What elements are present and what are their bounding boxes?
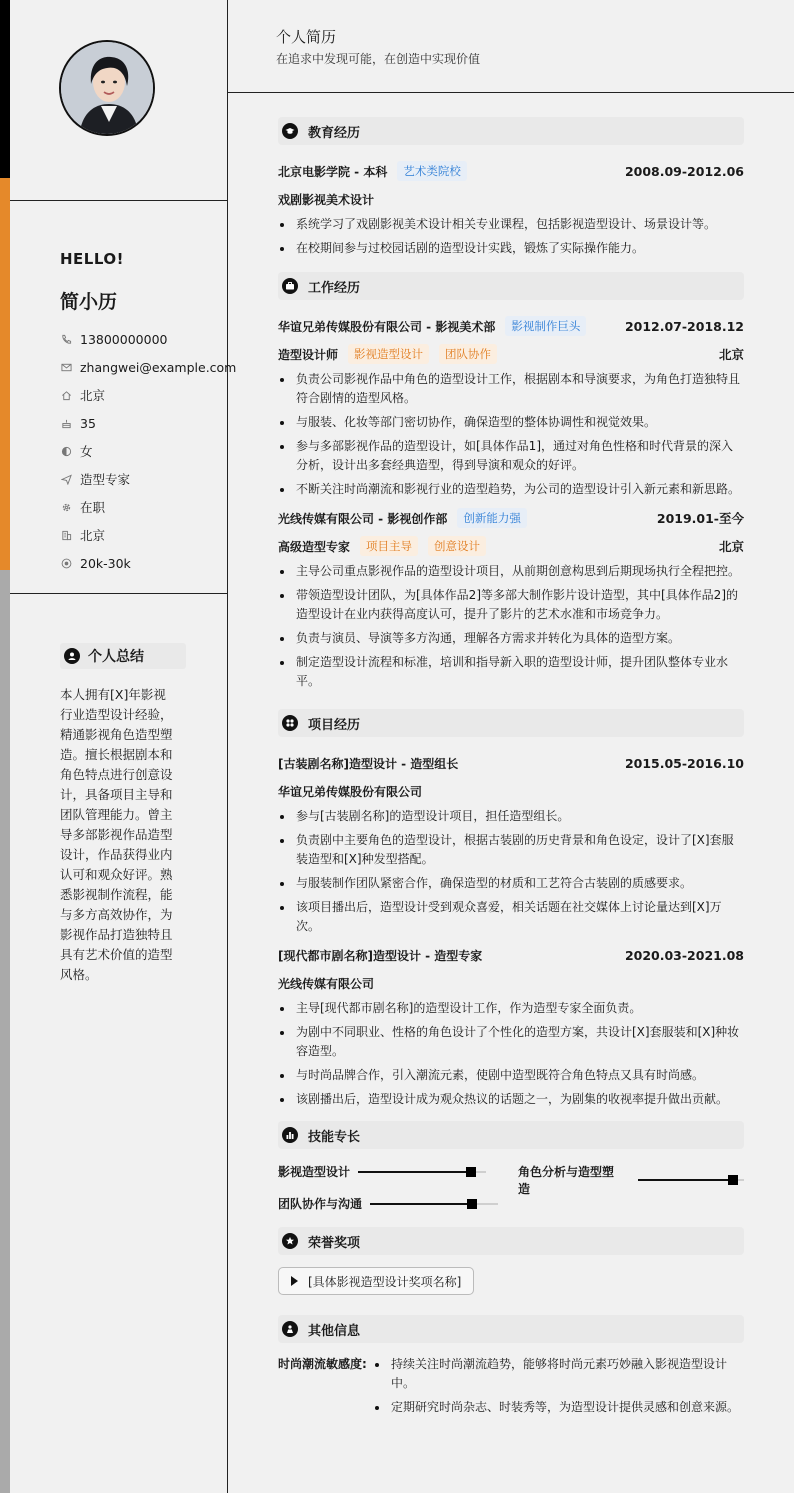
- list-item: 系统学习了戏剧影视美术设计相关专业课程，包括影视造型设计、场景设计等。: [278, 215, 744, 234]
- skill-item: 影视造型设计: [278, 1163, 486, 1180]
- skill-knob: [728, 1175, 738, 1185]
- info-email: zhangwei@example.com: [60, 353, 236, 381]
- skill-bar: [370, 1203, 498, 1205]
- list-item: 与时尚品牌合作，引入潮流元素，使剧中造型既符合角色特点又具有时尚感。: [278, 1066, 744, 1085]
- skill-bar: [358, 1171, 486, 1173]
- skill-knob: [466, 1167, 476, 1177]
- page-title: 个人简历: [276, 28, 337, 46]
- summary-heading: 个人总结: [60, 643, 186, 669]
- divider: [10, 200, 228, 201]
- home-icon: [60, 389, 72, 401]
- info-position: 造型专家: [60, 465, 236, 493]
- info-salary: 20k-30k: [60, 549, 236, 577]
- send-icon: [60, 473, 72, 485]
- section-heading: 项目经历: [278, 709, 744, 737]
- list-item: 带领造型设计团队，为[具体作品2]等多部大制作影片设计造型，其中[具体作品2]的造型设计在业内获得高度认可，提升了影片的艺术水准和市场竞争力。: [278, 586, 744, 624]
- school-tag: 艺术类院校: [397, 161, 467, 181]
- bar-chart-icon: [282, 1127, 298, 1143]
- list-item: 该剧播出后，造型设计成为观众热议的话题之一，为剧集的收视率提升做出贡献。: [278, 1090, 744, 1109]
- skill-bar: [638, 1179, 744, 1181]
- briefcase-icon: [282, 278, 298, 294]
- skill-fill: [358, 1171, 471, 1173]
- divider: [10, 593, 228, 594]
- education-date: 2008.09-2012.06: [624, 163, 744, 179]
- phone-icon: [60, 333, 72, 345]
- gear-icon: [60, 501, 72, 513]
- divider: [228, 92, 794, 93]
- info-status: 在职: [60, 493, 236, 521]
- job-entry: 光线传媒有限公司 - 影视创作部 创新能力强 2019.01-至今 高级造型专家 项目主导 创意设计 北京 主导公司重点影视作品的造型设计项目，从前期创意构思到后期现场执行全程把控。 带领造型设计团队，为[具体作品2]等多部大制作影片设计造型，其中[具体作品2]的造型设计在业内获得高度认可，提升了影片的艺术水准和市场竞争力。 负责与演员、导演等多方沟通，理解各方需求并转化为具体的造型方案。 制定造型设计流程和标准，培训和指导新入职的造型设计师，提升团队整体专业水平。: [278, 504, 744, 691]
- main-content: [228, 0, 794, 1493]
- list-item: 持续关注时尚潮流趋势，能够将时尚元素巧妙融入影视造型设计中。: [373, 1355, 744, 1393]
- section-heading: 工作经历: [278, 272, 744, 300]
- job-entry: 华谊兄弟传媒股份有限公司 - 影视美术部 影视制作巨头 2012.07-2018.12 造型设计师 影视造型设计 团队协作 北京 负责公司影视作品中角色的造型设计工作，根据剧本和导演要求，为角色打造独特且符合剧情的造型风格。 与服装、化妆等部门密切协作，确保造型的整体协调性和视觉效果。 参与多部影视作品的造型设计，如[具体作品1]，通过对角色性格和时代背景的深入分析，设计出多套经典造型，得到导演和观众的好评。 不断关注时尚潮流和影视行业的造型趋势，为公司的造型设计引入新元素和新思路。: [278, 312, 744, 499]
- color-stripe: [0, 0, 10, 1493]
- education-section: [278, 117, 744, 258]
- project-entry: [现代都市剧名称]造型设计 - 造型专家 2020.03-2021.08 光线传媒有限公司 主导[现代都市剧名称]的造型设计工作，作为造型专家全面负责。 为剧中不同职业、性格的角色设计了个性化的造型方案，共设计[X]套服装和[X]种妆容造型。 与时尚品牌合作，引入潮流元素，使剧中造型既符合角色特点又具有时尚感。 该剧播出后，造型设计成为观众热议的话题之一，为剧集的收视率提升做出贡献。: [278, 941, 744, 1109]
- caret-right-icon: [291, 1276, 298, 1286]
- section-heading: 教育经历: [278, 117, 744, 145]
- list-item: 不断关注时尚潮流和影视行业的造型趋势，为公司的造型设计引入新元素和新思路。: [278, 480, 744, 499]
- list-item: 负责与演员、导演等多方沟通，理解各方需求并转化为具体的造型方案。: [278, 629, 744, 648]
- section-heading: 技能专长: [278, 1121, 744, 1149]
- education-bullets: [278, 215, 744, 258]
- list-item: 为剧中不同职业、性格的角色设计了个性化的造型方案，共设计[X]套服装和[X]种妆容造型。: [278, 1023, 744, 1061]
- list-item: 负责公司影视作品中角色的造型设计工作，根据剧本和导演要求，为角色打造独特且符合剧情的造型风格。: [278, 370, 744, 408]
- avatar: [59, 40, 155, 136]
- gender-icon: [60, 445, 72, 457]
- cake-icon: [60, 417, 72, 429]
- user-icon: [64, 648, 80, 664]
- list-item: 参与[古装剧名称]的造型设计项目，担任造型组长。: [278, 807, 744, 826]
- info-age: 35: [60, 409, 236, 437]
- section-heading: 其他信息: [278, 1315, 744, 1343]
- trophy-icon: [282, 1233, 298, 1249]
- skill-item: 角色分析与造型塑造: [518, 1163, 744, 1197]
- info-city: 北京: [60, 521, 236, 549]
- award-item-toggle[interactable]: [具体影视造型设计奖项名称]: [278, 1267, 474, 1295]
- list-item: 主导[现代都市剧名称]的造型设计工作，作为造型专家全面负责。: [278, 999, 744, 1018]
- info-gender: 女: [60, 437, 236, 465]
- info-location: 北京: [60, 381, 236, 409]
- section-heading: 荣誉奖项: [278, 1227, 744, 1255]
- work-section: [278, 272, 744, 691]
- contact-info-list: [60, 325, 236, 577]
- skill-fill: [638, 1179, 733, 1181]
- project-entry: [古装剧名称]造型设计 - 造型组长 2015.05-2016.10 华谊兄弟传媒股份有限公司 参与[古装剧名称]的造型设计项目，担任造型组长。 负责剧中主要角色的造型设计，根据古装剧的历史背景和角色设定，设计了[X]套服装造型和[X]种发型搭配。 与服装制作团队紧密合作，确保造型的材质和工艺符合古装剧的质感要求。 该项目播出后，造型设计受到观众喜爱，相关话题在社交媒体上讨论量达到[X]万次。: [278, 749, 744, 936]
- skills-section: [278, 1121, 744, 1227]
- list-item: 定期研究时尚杂志、时装秀等，为造型设计提供灵感和创意来源。: [373, 1398, 744, 1417]
- profile-name: 简小历: [60, 291, 118, 313]
- list-item: 在校期间参与过校园话剧的造型设计实践，锻炼了实际操作能力。: [278, 239, 744, 258]
- skill-knob: [467, 1199, 477, 1209]
- other-section: [278, 1315, 744, 1422]
- school-name: 北京电影学院 - 本科: [278, 164, 388, 179]
- list-item: 制定造型设计流程和标准，培训和指导新入职的造型设计师，提升团队整体专业水平。: [278, 653, 744, 691]
- mail-icon: [60, 361, 72, 373]
- major: 戏剧影视美术设计: [278, 192, 375, 207]
- summary-text: 本人拥有[X]年影视行业造型设计经验，精通影视角色造型塑造。擅长根据剧本和角色特点进行创意设计，具备项目主导和团队管理能力。曾主导多部影视作品造型设计，作品获得业内认可和观众好评。熟悉影视制作流程，能与多方高效协作，为影视作品打造独特且具有艺术价值的造型风格。: [60, 687, 173, 982]
- list-item: 与服装制作团队紧密合作，确保造型的材质和工艺符合古装剧的质感要求。: [278, 874, 744, 893]
- graduation-cap-icon: [282, 123, 298, 139]
- hello-label: HELLO!: [60, 250, 124, 268]
- list-item: 与服装、化妆等部门密切协作，确保造型的整体协调性和视觉效果。: [278, 413, 744, 432]
- projects-section: [278, 709, 744, 1109]
- info-phone: 13800000000: [60, 325, 236, 353]
- list-item: 主导公司重点影视作品的造型设计项目，从前期创意构思到后期现场执行全程把控。: [278, 562, 744, 581]
- list-item: 负责剧中主要角色的造型设计，根据古装剧的历史背景和角色设定，设计了[X]套服装造型和[X]种发型搭配。: [278, 831, 744, 869]
- awards-section: [278, 1227, 744, 1295]
- money-icon: [60, 557, 72, 569]
- other-label: 时尚潮流敏感度:: [278, 1357, 367, 1371]
- people-icon: [282, 1321, 298, 1337]
- building-icon: [60, 529, 72, 541]
- skill-fill: [370, 1203, 472, 1205]
- list-item: 该项目播出后，造型设计受到观众喜爱，相关话题在社交媒体上讨论量达到[X]万次。: [278, 898, 744, 936]
- page-subtitle: 在追求中发现可能，在创造中实现价值: [276, 52, 481, 66]
- skill-item: 团队协作与沟通: [278, 1195, 498, 1212]
- sidebar: [10, 0, 237, 1493]
- list-item: 参与多部影视作品的造型设计，如[具体作品1]，通过对角色性格和时代背景的深入分析，设计出多套经典造型，得到导演和观众的好评。: [278, 437, 744, 475]
- grid-icon: [282, 715, 298, 731]
